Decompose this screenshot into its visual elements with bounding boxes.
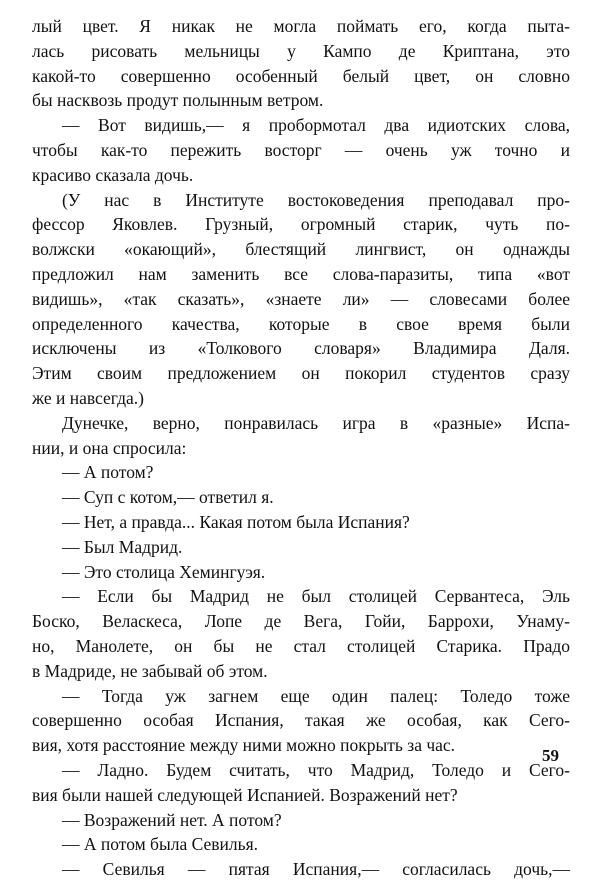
text-line: — Ладно. Будем считать, что Мадрид, Толедо и Сего- <box>62 759 570 780</box>
text-line: красиво сказала дочь. <box>32 164 194 185</box>
text-line: — Был Мадрид. <box>62 536 183 557</box>
text-line: лый цвет. Я никак не могла поймать его, когда пыта- <box>32 16 570 36</box>
text-line: — Суп с котом,— ответил я. <box>62 487 274 508</box>
text-line: вия были нашей следующей Испанией. Возражений нет? <box>32 784 458 805</box>
text-line: бы насквозь продут полынным ветром. <box>32 90 324 111</box>
text-line: совершенно особая Испания, такая же особая, как Сего- <box>32 710 570 731</box>
text-line: определенного качества, которые в свое время были <box>32 313 570 334</box>
text-line: — Севилья — пятая Испания,— согласилась дочь,— <box>62 859 570 880</box>
text-line: Боско, Веласкеса, Лопе де Вега, Гойи, Баррохи, Унаму- <box>32 611 570 632</box>
text-line: — Возражений нет. А потом? <box>62 809 282 830</box>
text-line: в Мадриде, не забывай об этом. <box>32 660 268 681</box>
text-line: — Нет, а правда... Какая потом была Испания? <box>62 511 410 532</box>
text-line: — А потом была Севилья. <box>62 834 259 855</box>
text-line: — Это столица Хемингуэя. <box>62 561 266 582</box>
text-line: (У нас в Институте востоковедения преподавал про- <box>62 189 570 210</box>
text-line: чтобы как-то пережить восторг — очень уж точно и <box>32 139 570 160</box>
text-line: — А потом? <box>62 462 154 483</box>
text-line: фессор Яковлев. Грузный, огромный старик, чуть по- <box>32 214 570 235</box>
text-line: вия, хотя расстояние между ними можно покрыть за час. <box>32 735 456 756</box>
text-line: Дунечке, верно, понравилась игра в «разные» Испа- <box>62 412 570 433</box>
text-line: — Вот видишь,— я пробормотал два идиотских слова, <box>62 115 570 136</box>
text-line: лась рисовать мельницы у Кампо де Криптана, это <box>32 40 570 61</box>
text-line: волжски «окающий», блестящий лингвист, он однажды <box>32 239 570 260</box>
text-line: — Если бы Мадрид не был столицей Сервантеса, Эль <box>62 586 570 607</box>
text-line: — Тогда уж загнем еще один палец: Толедо тоже <box>62 685 570 706</box>
page-number: 59 <box>542 746 559 765</box>
text-line: Этим своим предложением он покорил студентов сразу <box>32 363 570 384</box>
text-line: какой-то совершенно особенный белый цвет, он словно <box>32 65 570 86</box>
text-line: исключены из «Толкового словаря» Владимира Даля. <box>32 338 570 359</box>
text-line: видишь», «так сказать», «знаете ли» — словесами более <box>32 288 570 309</box>
text-line: предложил нам заменить все слова-паразиты, типа «вот <box>32 263 570 284</box>
text-line: но, Манолете, он бы не стал столицей Старика. Прадо <box>32 635 570 656</box>
text-line: нии, и она спросила: <box>32 437 187 458</box>
body-text <box>32 14 570 882</box>
text-line: же и навсегда.) <box>32 387 144 408</box>
